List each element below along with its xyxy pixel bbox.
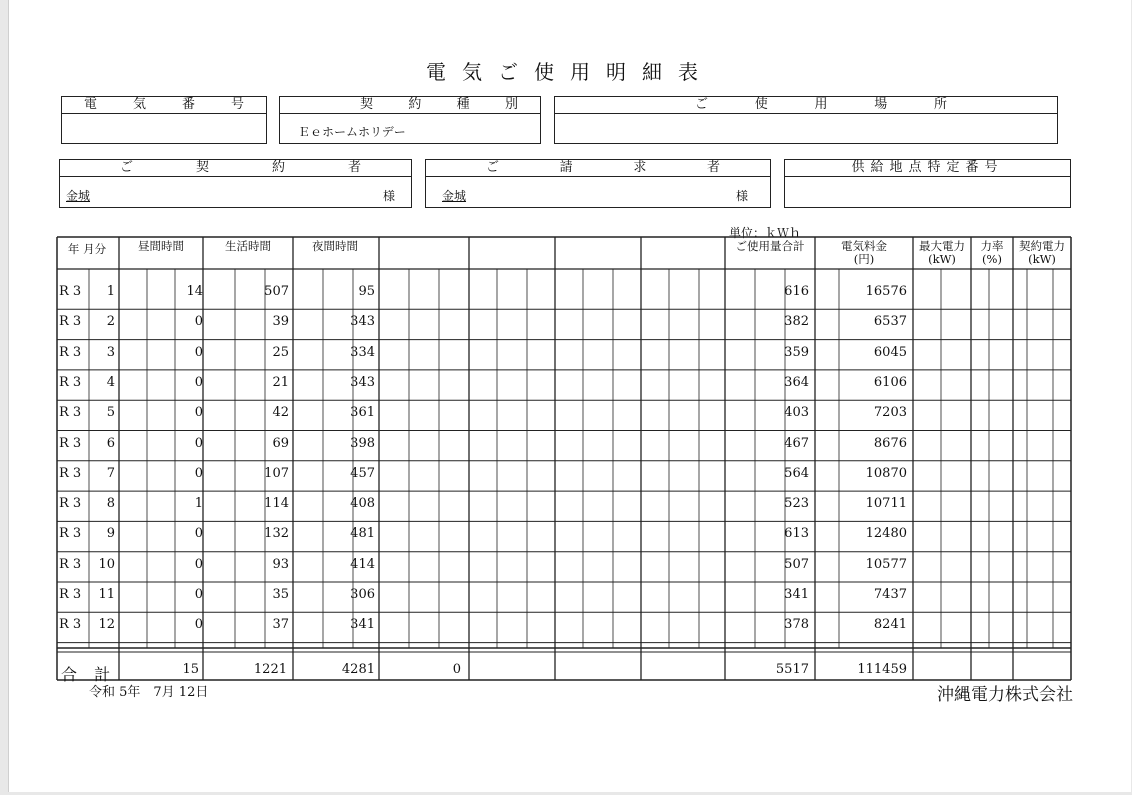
- header-daytime: 昼間時間: [138, 239, 184, 253]
- company-name: 沖縄電力株式会社: [937, 685, 1073, 705]
- row-month: 6: [106, 435, 115, 451]
- row-era: R 3: [59, 556, 82, 572]
- row-month: 2: [106, 314, 115, 330]
- usage-place-label: ご 使 用 場 所: [555, 97, 1057, 114]
- row-era: R 3: [59, 465, 82, 481]
- row-era: R 3: [59, 526, 82, 542]
- totals-label: 合 計: [61, 665, 117, 684]
- row-era: R 3: [59, 314, 82, 330]
- unit-label: 単位：ｋＷｈ: [729, 226, 802, 240]
- row-era: R 3: [59, 374, 82, 390]
- row-era: R 3: [59, 435, 82, 451]
- row-daytime: 0: [194, 344, 203, 360]
- row-night: 341: [350, 617, 375, 633]
- totals-living: 1221: [253, 662, 287, 677]
- row-month: 5: [106, 405, 115, 421]
- row-daytime: 0: [194, 617, 203, 633]
- header-living: 生活時間: [225, 239, 271, 253]
- row-night: 95: [358, 284, 375, 299]
- row-living: 35: [272, 587, 289, 602]
- row-total-usage: 341: [784, 587, 809, 602]
- row-daytime: 0: [194, 314, 203, 330]
- row-living: 39: [272, 314, 289, 330]
- row-living: 114: [264, 496, 289, 512]
- row-living: 132: [264, 526, 289, 542]
- row-month: 12: [98, 617, 115, 633]
- row-night: 457: [350, 465, 375, 481]
- row-charge: 12480: [865, 526, 907, 542]
- contract-type-value: Ｅｅホームホリデー: [298, 125, 406, 139]
- row-daytime: 0: [194, 526, 203, 542]
- row-month: 10: [98, 556, 115, 572]
- row-living: 42: [272, 405, 289, 421]
- row-night: 343: [350, 314, 375, 330]
- row-living: 93: [272, 556, 289, 572]
- billing-label: ご 請 求 者: [426, 160, 770, 177]
- header-total-use: ご使用量合計: [735, 239, 805, 253]
- row-living: 507: [264, 284, 289, 299]
- header-max-power: 最大電力 (kW): [919, 239, 965, 266]
- contractor-honorific: 様: [382, 189, 395, 203]
- row-month: 4: [106, 374, 115, 390]
- page-title: 電気ご使用明細表: [426, 60, 714, 84]
- billing-honorific: 様: [735, 189, 748, 203]
- row-charge: 7203: [873, 405, 907, 421]
- row-night: 334: [350, 344, 375, 360]
- totals-daytime: 15: [182, 662, 199, 677]
- issue-date: 令和 5年 7月 12日: [89, 685, 209, 700]
- row-total-usage: 523: [784, 496, 809, 512]
- row-night: 481: [350, 526, 375, 542]
- statement-page: [8, 0, 1131, 792]
- row-total-usage: 403: [784, 405, 809, 421]
- row-charge: 6537: [873, 314, 907, 330]
- row-total-usage: 613: [784, 526, 809, 542]
- row-month: 7: [106, 465, 115, 481]
- row-total-usage: 507: [784, 556, 809, 572]
- row-total-usage: 364: [784, 374, 809, 390]
- row-total-usage: 616: [784, 284, 809, 299]
- contractor-name: 金城: [66, 189, 91, 203]
- row-daytime: 0: [194, 587, 203, 602]
- row-charge: 8676: [873, 435, 907, 451]
- row-daytime: 0: [194, 435, 203, 451]
- row-charge: 6106: [873, 374, 907, 390]
- row-daytime: 1: [194, 496, 203, 512]
- row-living: 37: [272, 617, 289, 633]
- contract-type-label: 契 約 種 別: [280, 97, 540, 114]
- totals-usage: 5517: [775, 662, 809, 677]
- row-daytime: 0: [194, 405, 203, 421]
- row-charge: 6045: [873, 344, 907, 360]
- row-night: 361: [350, 405, 375, 421]
- row-total-usage: 359: [784, 344, 809, 360]
- billing-name: 金城: [442, 189, 467, 203]
- row-month: 3: [106, 344, 115, 360]
- row-night: 408: [350, 496, 375, 512]
- row-charge: 10870: [865, 465, 907, 481]
- row-era: R 3: [59, 405, 82, 421]
- row-night: 306: [350, 587, 375, 602]
- row-night: 414: [350, 556, 375, 572]
- row-total-usage: 564: [784, 465, 809, 481]
- row-night: 398: [350, 435, 375, 451]
- row-month: 9: [106, 526, 115, 542]
- header-power-factor: 力率 (%): [980, 239, 1004, 266]
- header-charge: 電気料金 (円): [841, 239, 887, 266]
- row-charge: 8241: [873, 617, 907, 633]
- row-daytime: 0: [194, 465, 203, 481]
- row-era: R 3: [59, 496, 82, 512]
- row-charge: 10577: [865, 556, 907, 572]
- row-month: 1: [106, 284, 115, 299]
- row-daytime: 0: [194, 374, 203, 390]
- row-charge: 16576: [865, 284, 907, 299]
- supply-point-label: 供給地点特定番号: [785, 160, 1070, 177]
- row-total-usage: 467: [784, 435, 809, 451]
- row-total-usage: 378: [784, 617, 809, 633]
- contractor-label: ご 契 約 者: [60, 160, 411, 177]
- row-living: 69: [272, 435, 289, 451]
- header-contract-power: 契約電力 (kW): [1019, 239, 1065, 266]
- row-night: 343: [350, 374, 375, 390]
- row-living: 25: [272, 344, 289, 360]
- meter-number-label: 電 気 番 号: [62, 97, 266, 114]
- row-living: 21: [272, 374, 289, 390]
- header-period: 年 月分: [67, 242, 107, 256]
- totals-night: 4281: [341, 662, 375, 677]
- row-total-usage: 382: [784, 314, 809, 330]
- row-era: R 3: [59, 617, 82, 633]
- totals-charge: 111459: [857, 662, 907, 677]
- row-era: R 3: [59, 587, 82, 602]
- row-daytime: 14: [186, 284, 203, 299]
- row-month: 8: [106, 496, 115, 512]
- row-era: R 3: [59, 284, 82, 299]
- row-daytime: 0: [194, 556, 203, 572]
- totals-other: 0: [452, 662, 461, 677]
- row-era: R 3: [59, 344, 82, 360]
- row-month: 11: [98, 587, 115, 602]
- header-night: 夜間時間: [312, 239, 358, 253]
- row-charge: 7437: [873, 587, 907, 602]
- row-charge: 10711: [865, 496, 907, 512]
- row-living: 107: [264, 465, 289, 481]
